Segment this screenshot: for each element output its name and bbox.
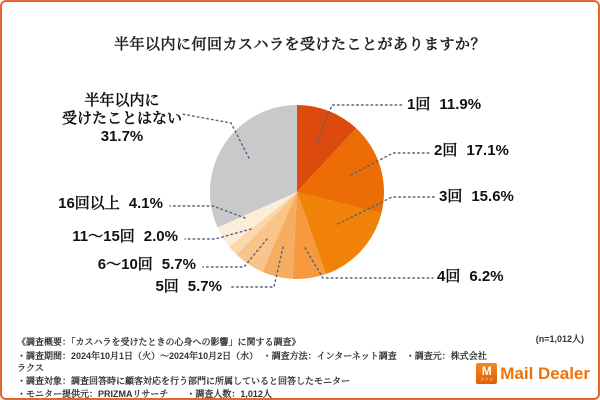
chart-title: 半年以内に何回カスハラを受けたことがありますか？: [113, 36, 486, 53]
pie-label-16plus: [58, 196, 163, 212]
mail-dealer-icon: [476, 363, 497, 384]
pie-label-none-pct: 31.7%: [100, 128, 144, 145]
pie-label-4: [437, 269, 504, 285]
pie-label-2: [434, 143, 509, 159]
mail-dealer-icon-letter: M: [481, 364, 492, 378]
pie-label-3-pct: 15.6%: [471, 188, 514, 205]
pie-label-16plus-name: 16回以上: [58, 195, 120, 212]
pie-label-none-line1: 半年以内に: [84, 92, 160, 109]
pie-label-6-10-name: 6〜10回: [97, 256, 153, 273]
survey-summary-line-3: ・モニター提供元：PRIZMAリサーチ ・調査人数：1,012人: [17, 389, 272, 399]
pie-label-5: [155, 279, 222, 295]
pie-label-1-name: 1回: [407, 96, 431, 113]
pie-label-5-name: 5回: [155, 278, 179, 295]
pie-label-11-15-name: 11〜15回: [72, 228, 135, 245]
survey-summary-line-2: ・調査対象：調査回答時に顧客対応を行う部門に所属していると回答したモニター: [17, 376, 351, 386]
pie-label-4-name: 4回: [437, 268, 461, 285]
mail-dealer-wordmark: Mail Dealer: [500, 363, 590, 383]
pie-label-4-pct: 6.2%: [469, 268, 504, 285]
pie-label-3: [439, 189, 514, 205]
mail-dealer-logo: [476, 363, 590, 384]
pie-label-16plus-pct: 4.1%: [128, 195, 163, 212]
sample-size-note: (n=1,012人): [535, 334, 584, 344]
pie-label-5-pct: 5.7%: [187, 278, 222, 295]
pie-label-none: [47, 92, 197, 146]
survey-summary-line-1: ・調査期間：2024年10月1日（火）〜2024年10月2日（水） ・調査方法：インターネット調査 ・調査元：株式会社ラクス: [17, 351, 487, 373]
pie-label-11-15-pct: 2.0%: [143, 228, 178, 245]
pie-label-1: [407, 97, 481, 113]
pie-label-1-pct: 11.9%: [439, 96, 482, 113]
pie-label-6-10: [98, 257, 196, 273]
pie-label-3-name: 3回: [439, 188, 463, 205]
survey-summary-heading: 《調査概要：「カスハラを受けたときの心身への影響」に関する調査》: [17, 337, 301, 347]
pie-label-2-pct: 17.1%: [466, 142, 509, 159]
pie-label-2-name: 2回: [434, 142, 458, 159]
mail-dealer-icon-sub: ラクス: [480, 377, 494, 382]
pie-label-6-10-pct: 5.7%: [161, 256, 196, 273]
pie-label-none-line2: 受けたことはない: [61, 110, 182, 127]
survey-summary: [17, 336, 487, 400]
pie-label-11-15: [72, 229, 178, 245]
